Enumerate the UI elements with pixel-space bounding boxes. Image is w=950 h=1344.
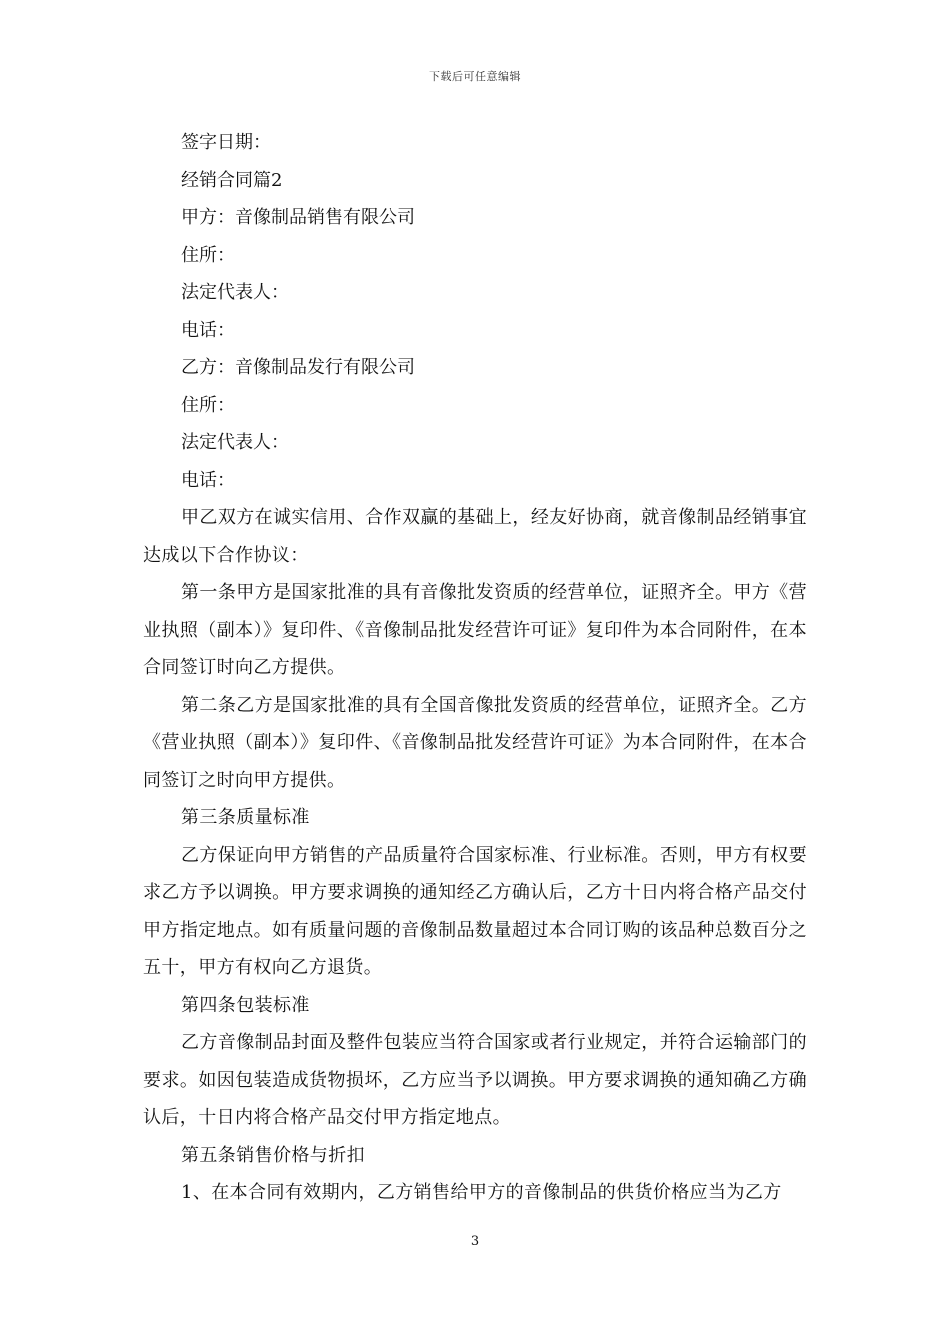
party-b-address: 住所： <box>181 394 235 416</box>
article-4-paragraph: 乙方音像制品封面及整件包装应当符合国家或者行业规定，并符合运输部门的要求。如因包装造成货物损坏，乙方应当予以调换。甲方要求调换的通知确乙方确认后，十日内将合格产品交付甲方指定地点。 <box>143 1032 807 1128</box>
article-3-title: 第三条质量标准 <box>181 807 310 828</box>
article-3-paragraph: 乙方保证向甲方销售的产品质量符合国家标准、行业标准。否则，甲方有权要求乙方予以调换。甲方要求调换的通知经乙方确认后，乙方十日内将合格产品交付甲方指定地点。如有质量问题的音像制品数量超过本合同订购的该品种总数百分之五十，甲方有权向乙方退货。 <box>143 844 807 978</box>
party-a-line: 甲方：音像制品销售有限公司 <box>181 207 415 228</box>
intro-paragraph: 甲乙双方在诚实信用、合作双赢的基础上，经友好协商，就音像制品经销事宜达成以下合作协议： <box>143 507 807 566</box>
party-b-phone: 电话： <box>181 469 235 491</box>
article-2-paragraph: 第二条乙方是国家批准的具有全国音像批发资质的经营单位，证照齐全。乙方《营业执照（副本）》复印件、《音像制品批发经营许可证》为本合同附件，在本合同签订之时向甲方提供。 <box>143 694 807 791</box>
article-5-item-1: 1、在本合同有效期内，乙方销售给甲方的音像制品的供货价格应当为乙方 <box>181 1182 782 1203</box>
article-4-title: 第四条包装标准 <box>181 994 310 1016</box>
article-5-title: 第五条销售价格与折扣 <box>181 1144 365 1166</box>
party-a-address: 住所： <box>181 244 235 266</box>
party-a-phone: 电话： <box>181 319 235 341</box>
contract-title: 经销合同篇2 <box>181 169 283 191</box>
sign-date-line: 签字日期： <box>181 132 271 153</box>
header-note: 下载后可任意编辑 <box>429 70 521 83</box>
party-b-line: 乙方：音像制品发行有限公司 <box>181 357 415 378</box>
party-a-representative: 法定代表人： <box>181 282 289 303</box>
article-1-paragraph: 第一条甲方是国家批准的具有音像批发资质的经营单位，证照齐全。甲方《营业执照（副本）》复印件、《音像制品批发经营许可证》复印件为本合同附件，在本合同签订时向乙方提供。 <box>143 582 807 678</box>
party-b-representative: 法定代表人： <box>181 432 289 453</box>
document-body <box>143 124 807 1212</box>
page-number: 3 <box>470 1234 480 1249</box>
